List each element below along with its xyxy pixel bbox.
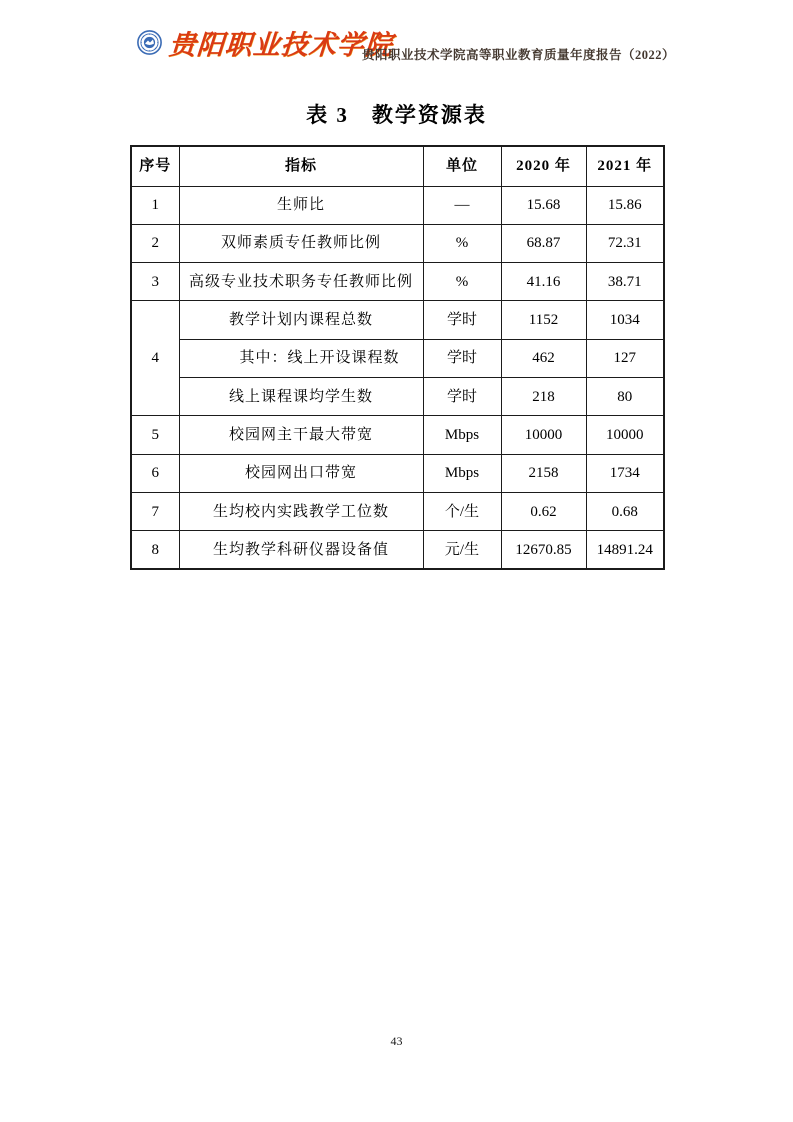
cell-2021: 14891.24 bbox=[586, 531, 664, 569]
cell-unit: % bbox=[423, 224, 501, 262]
cell-2020: 462 bbox=[501, 339, 586, 377]
cell-2021: 80 bbox=[586, 377, 664, 415]
cell-indicator: 生均校内实践教学工位数 bbox=[179, 492, 423, 530]
cell-2021: 15.86 bbox=[586, 186, 664, 224]
cell-no: 4 bbox=[131, 301, 179, 416]
cell-2021: 10000 bbox=[586, 416, 664, 454]
table-row bbox=[131, 263, 664, 301]
cell-no: 3 bbox=[131, 263, 179, 301]
cell-indicator: 生师比 bbox=[179, 186, 423, 224]
cell-indicator: 其中：线上开设课程数 bbox=[179, 339, 423, 377]
cell-2021: 38.71 bbox=[586, 263, 664, 301]
cell-indicator: 生均教学科研仪器设备值 bbox=[179, 531, 423, 569]
cell-2021: 0.68 bbox=[586, 492, 664, 530]
cell-indicator: 校园网主干最大带宽 bbox=[179, 416, 423, 454]
table-row bbox=[131, 377, 664, 415]
cell-2020: 15.68 bbox=[501, 186, 586, 224]
table-row bbox=[131, 224, 664, 262]
cell-2020: 1152 bbox=[501, 301, 586, 339]
cell-no: 1 bbox=[131, 186, 179, 224]
page-number: 43 bbox=[390, 1034, 403, 1048]
table-row bbox=[131, 454, 664, 492]
cell-indicator: 双师素质专任教师比例 bbox=[179, 224, 423, 262]
cell-no: 5 bbox=[131, 416, 179, 454]
cell-2021: 1034 bbox=[586, 301, 664, 339]
college-logo-text: 贵阳职业技术学院 bbox=[167, 29, 394, 60]
cell-2020: 10000 bbox=[501, 416, 586, 454]
cell-2021: 1734 bbox=[586, 454, 664, 492]
table-row bbox=[131, 531, 664, 569]
college-emblem-icon bbox=[137, 30, 162, 55]
table-row bbox=[131, 492, 664, 530]
table-row bbox=[131, 186, 664, 224]
cell-unit: 学时 bbox=[423, 339, 501, 377]
table-row bbox=[131, 416, 664, 454]
cell-unit: Mbps bbox=[423, 416, 501, 454]
table-header-row bbox=[131, 146, 664, 186]
cell-no: 6 bbox=[131, 454, 179, 492]
table-row bbox=[131, 301, 664, 339]
cell-no: 7 bbox=[131, 492, 179, 530]
cell-2020: 68.87 bbox=[501, 224, 586, 262]
cell-indicator: 线上课程课均学生数 bbox=[179, 377, 423, 415]
cell-indicator: 校园网出口带宽 bbox=[179, 454, 423, 492]
cell-unit: 学时 bbox=[423, 301, 501, 339]
table-title: 表 3 教学资源表 bbox=[306, 103, 487, 127]
teaching-resources-table bbox=[130, 145, 665, 570]
cell-no: 2 bbox=[131, 224, 179, 262]
cell-2020: 41.16 bbox=[501, 263, 586, 301]
col-header-2021: 2021 年 bbox=[586, 146, 664, 186]
cell-unit: 学时 bbox=[423, 377, 501, 415]
cell-2020: 12670.85 bbox=[501, 531, 586, 569]
cell-unit: % bbox=[423, 263, 501, 301]
cell-unit: 个/生 bbox=[423, 492, 501, 530]
cell-unit: Mbps bbox=[423, 454, 501, 492]
cell-2020: 218 bbox=[501, 377, 586, 415]
col-header-unit: 单位 bbox=[423, 146, 501, 186]
college-logo bbox=[137, 24, 393, 60]
cell-indicator: 高级专业技术职务专任教师比例 bbox=[179, 263, 423, 301]
cell-2021: 72.31 bbox=[586, 224, 664, 262]
cell-unit: 元/生 bbox=[423, 531, 501, 569]
report-header-title: 贵阳职业技术学院高等职业教育质量年度报告（2022） bbox=[361, 48, 675, 62]
cell-unit: — bbox=[423, 186, 501, 224]
cell-2021: 127 bbox=[586, 339, 664, 377]
cell-indicator: 教学计划内课程总数 bbox=[179, 301, 423, 339]
table-row bbox=[131, 339, 664, 377]
cell-2020: 2158 bbox=[501, 454, 586, 492]
col-header-2020: 2020 年 bbox=[501, 146, 586, 186]
cell-2020: 0.62 bbox=[501, 492, 586, 530]
col-header-indicator: 指标 bbox=[179, 146, 423, 186]
col-header-no: 序号 bbox=[131, 146, 179, 186]
cell-no: 8 bbox=[131, 531, 179, 569]
